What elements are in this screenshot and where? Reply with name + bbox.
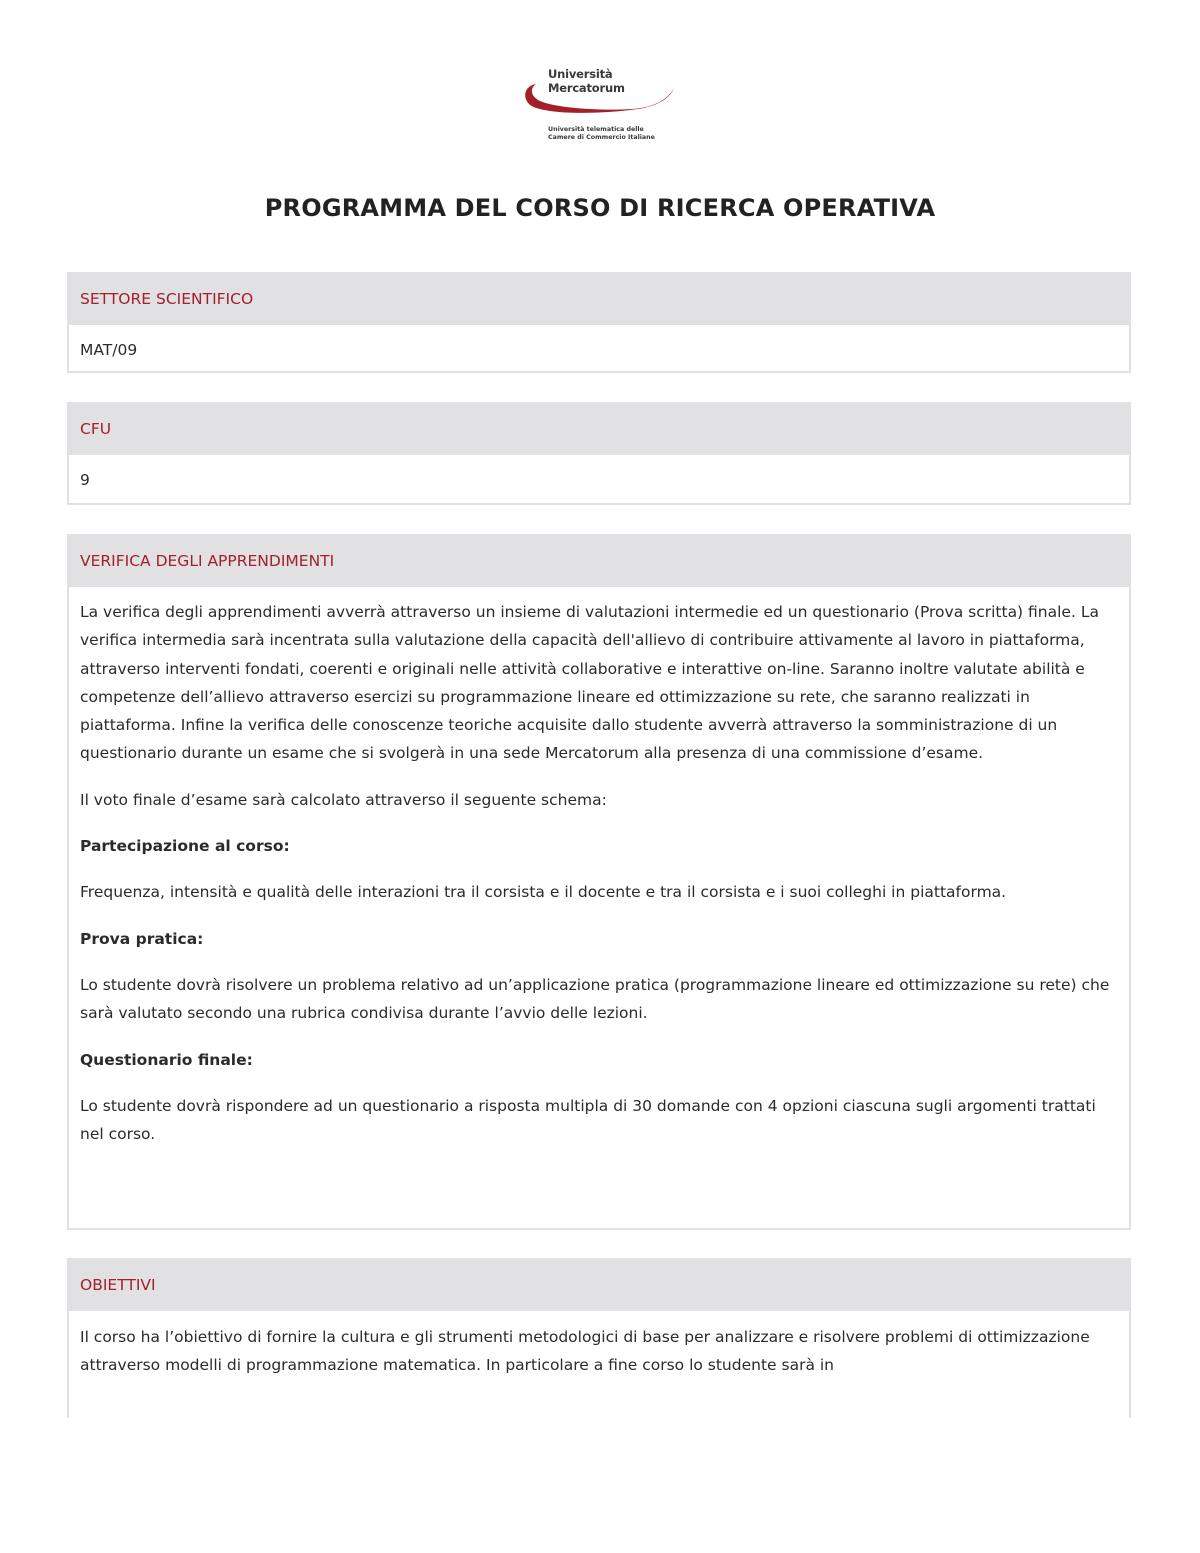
questionario-finale-label: Questionario finale: [80,1050,253,1069]
prova-pratica-label: Prova pratica: [80,929,204,948]
section-verifica-apprendimenti [67,534,1131,1230]
cfu-value: 9 [80,471,90,489]
section-heading: OBIETTIVI [69,1260,1129,1311]
logo-subtitle-line-1: Università telematica delle [548,126,644,133]
verifica-paragraph: Lo studente dovrà risolvere un problema relativo ad un’applicazione pratica (programmazione lineare ed ottimizzazione su rete) che sarà valutato secondo una rubrica condivisa durante l’avvio delle lezioni. [80,975,1110,1023]
verifica-paragraph: Il voto finale d’esame sarà calcolato attraverso il seguente schema: [80,790,607,809]
section-settore-scientifico [67,272,1131,373]
section-body [69,1311,1129,1393]
partecipazione-label: Partecipazione al corso: [80,837,290,856]
section-cfu [67,402,1131,505]
university-logo [520,64,680,148]
document-title: PROGRAMMA DEL CORSO DI RICERCA OPERATIVA [264,194,936,222]
settore-value: MAT/09 [80,341,138,359]
section-body [69,587,1129,1161]
logo-line-2: Mercatorum [548,81,625,95]
logo-subtitle-line-2: Camere di Commercio Italiane [548,134,655,141]
obiettivi-paragraph: Il corso ha l’obiettivo di fornire la cultura e gli strumenti metodologici di base per analizzare e risolvere problemi di ottimizzazione attraverso modelli di programmazione matematica. In particolare a fine corso lo studente sarà in [80,1328,1090,1375]
verifica-paragraph: La verifica degli apprendimenti avverrà attraverso un insieme di valutazioni intermedie ed un questionario (Prova scritta) finale. La verifica intermedia sarà incentrata sulla valutazione della capacità dell'allievo di contribuire attivamente al lavoro in piattaforma, attraverso interventi fondati, coerenti e originali nelle attività collaborative e interattive on-line. Saranno inoltre valutate abilità e competenze dell’allievo attraverso esercizi su programmazione lineare ed ottimizzazione su rete, che saranno realizzati in piattaforma. Infine la verifica delle conoscenze teoriche acquisite dallo studente avverrà attraverso la somministrazione di un questionario durante un esame che si svolgerà in una sede Mercatorum alla presenza di una commissione d’esame. [80,603,1099,763]
verifica-paragraph: Lo studente dovrà rispondere ad un questionario a risposta multipla di 30 domande con 4 opzioni ciascuna sugli argomenti trattati nel corso. [80,1096,1096,1144]
verifica-paragraph: Frequenza, intensità e qualità delle interazioni tra il corsista e il docente e tra il corsista e i suoi colleghi in piattaforma. [80,883,1007,902]
logo-subtitle [548,126,655,142]
section-obiettivi [67,1258,1131,1418]
section-heading: VERIFICA DEGLI APPRENDIMENTI [69,536,1129,587]
section-heading: SETTORE SCIENTIFICO [69,274,1129,325]
section-body [69,325,1129,377]
logo-name [548,67,625,95]
section-heading: CFU [69,404,1129,455]
logo-line-1: Università [548,67,613,81]
section-body [69,455,1129,507]
